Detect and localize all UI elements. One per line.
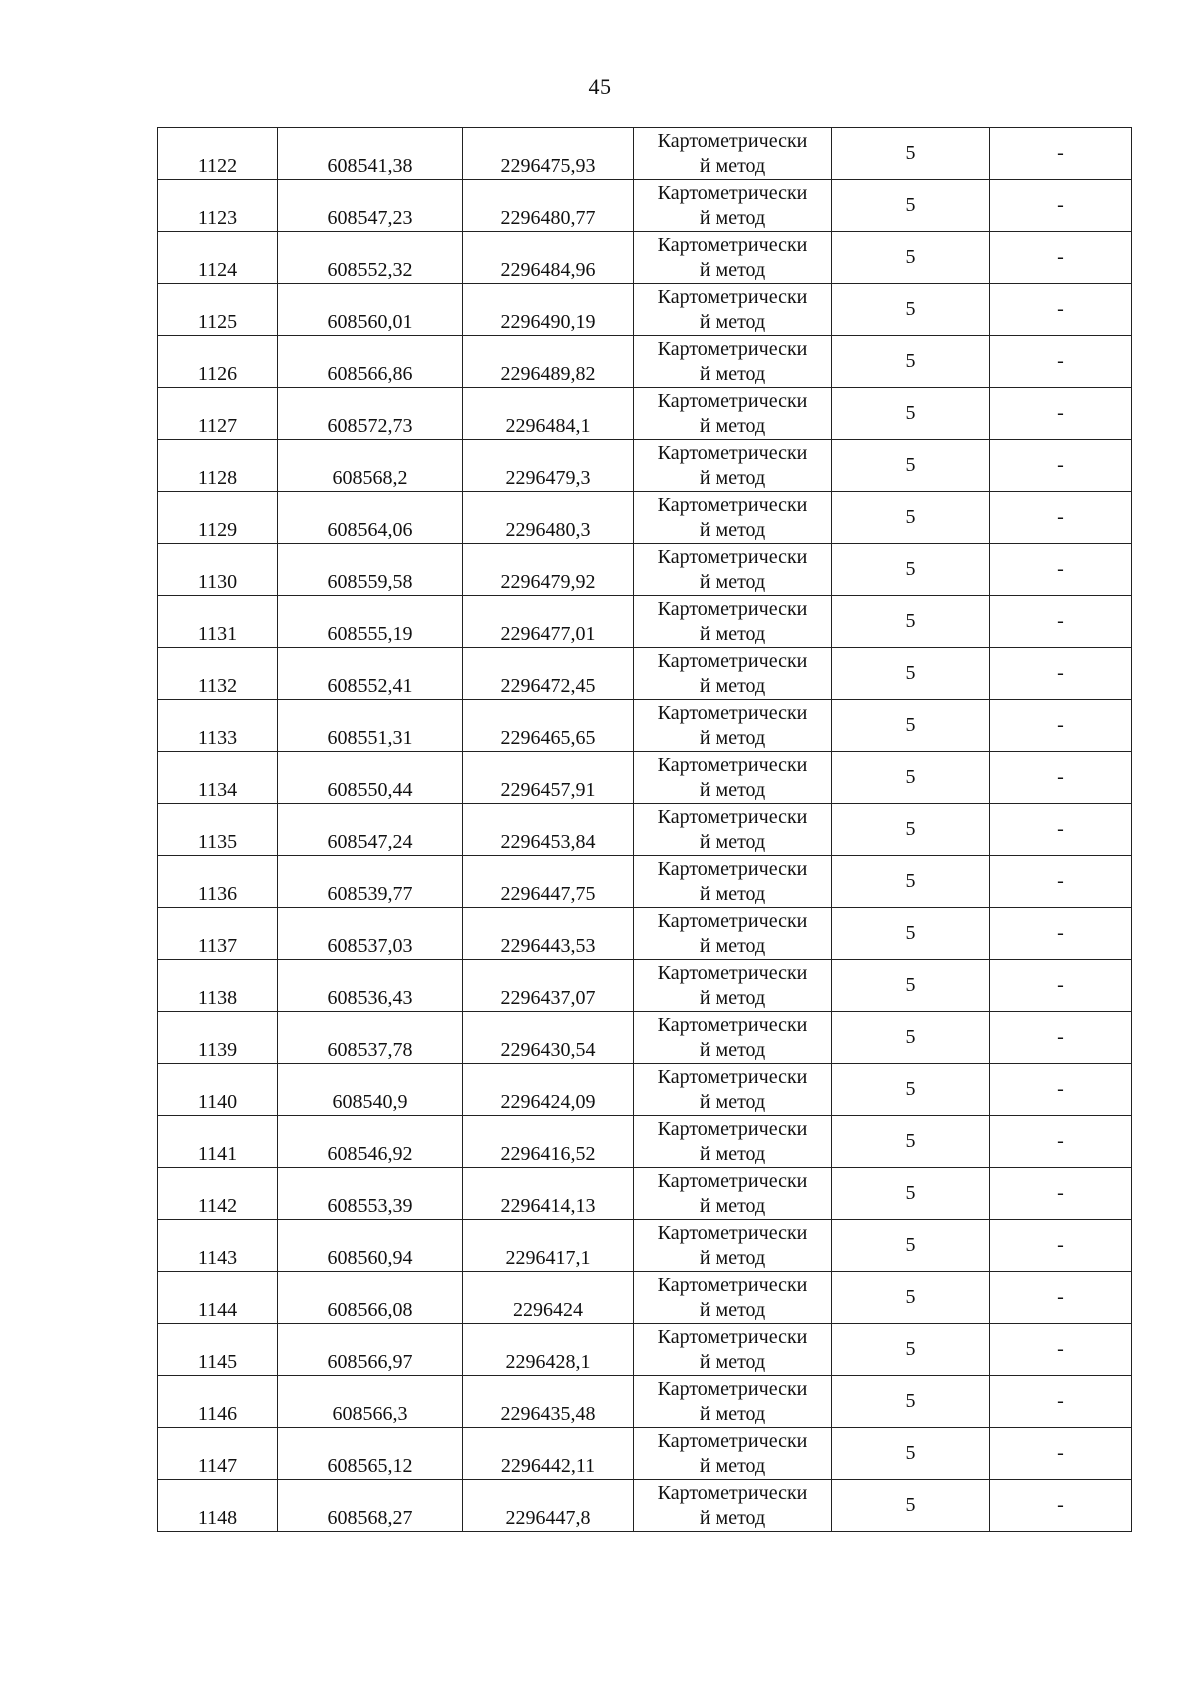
accuracy-cell: 5 bbox=[832, 1272, 990, 1324]
method-text-line-1: Картометрически bbox=[657, 441, 808, 464]
method-text-line-2: й метод bbox=[699, 726, 766, 749]
accuracy-cell: 5 bbox=[832, 284, 990, 336]
x-coordinate-cell: 608560,01 bbox=[278, 284, 463, 336]
accuracy-cell: 5 bbox=[832, 700, 990, 752]
y-coordinate-cell: 2296414,13 bbox=[463, 1168, 634, 1220]
method-text-line-1: Картометрически bbox=[657, 129, 808, 152]
x-coordinate-cell: 608540,9 bbox=[278, 1064, 463, 1116]
accuracy-cell: 5 bbox=[832, 648, 990, 700]
y-coordinate-cell: 2296477,01 bbox=[463, 596, 634, 648]
accuracy-cell: 5 bbox=[832, 336, 990, 388]
accuracy-cell: 5 bbox=[832, 388, 990, 440]
x-coordinate-cell: 608566,86 bbox=[278, 336, 463, 388]
method-text-line-2: й метод bbox=[699, 154, 766, 177]
accuracy-cell: 5 bbox=[832, 804, 990, 856]
method-text-line-2: й метод bbox=[699, 362, 766, 385]
table-row bbox=[158, 492, 1132, 544]
method-cell bbox=[634, 232, 832, 284]
x-coordinate-cell: 608566,97 bbox=[278, 1324, 463, 1376]
table-row bbox=[158, 1168, 1132, 1220]
x-coordinate-cell: 608572,73 bbox=[278, 388, 463, 440]
method-text-line-1: Картометрически bbox=[657, 285, 808, 308]
y-coordinate-cell: 2296465,65 bbox=[463, 700, 634, 752]
y-coordinate-cell: 2296424 bbox=[463, 1272, 634, 1324]
method-text-line-2: й метод bbox=[699, 414, 766, 437]
accuracy-cell: 5 bbox=[832, 1012, 990, 1064]
y-coordinate-cell: 2296490,19 bbox=[463, 284, 634, 336]
method-text-line-1: Картометрически bbox=[657, 493, 808, 516]
x-coordinate-cell: 608547,24 bbox=[278, 804, 463, 856]
method-text-line-1: Картометрически bbox=[657, 909, 808, 932]
note-cell: - bbox=[990, 1480, 1132, 1532]
accuracy-cell: 5 bbox=[832, 1480, 990, 1532]
table-row bbox=[158, 856, 1132, 908]
x-coordinate-cell: 608551,31 bbox=[278, 700, 463, 752]
point-number-cell: 1137 bbox=[158, 908, 278, 960]
note-cell: - bbox=[990, 336, 1132, 388]
accuracy-cell: 5 bbox=[832, 596, 990, 648]
table-row bbox=[158, 700, 1132, 752]
x-coordinate-cell: 608566,3 bbox=[278, 1376, 463, 1428]
point-number-cell: 1127 bbox=[158, 388, 278, 440]
method-text-line-2: й метод bbox=[699, 1298, 766, 1321]
table-row bbox=[158, 388, 1132, 440]
note-cell: - bbox=[990, 1324, 1132, 1376]
x-coordinate-cell: 608539,77 bbox=[278, 856, 463, 908]
point-number-cell: 1134 bbox=[158, 752, 278, 804]
method-cell bbox=[634, 388, 832, 440]
x-coordinate-cell: 608568,27 bbox=[278, 1480, 463, 1532]
table-row bbox=[158, 648, 1132, 700]
point-number-cell: 1139 bbox=[158, 1012, 278, 1064]
note-cell: - bbox=[990, 440, 1132, 492]
table-row bbox=[158, 908, 1132, 960]
note-cell: - bbox=[990, 388, 1132, 440]
y-coordinate-cell: 2296443,53 bbox=[463, 908, 634, 960]
method-text-line-2: й метод bbox=[699, 466, 766, 489]
method-text-line-1: Картометрически bbox=[657, 1377, 808, 1400]
point-number-cell: 1122 bbox=[158, 128, 278, 180]
y-coordinate-cell: 2296480,3 bbox=[463, 492, 634, 544]
method-text-line-1: Картометрически bbox=[657, 233, 808, 256]
method-text-line-2: й метод bbox=[699, 518, 766, 541]
y-coordinate-cell: 2296442,11 bbox=[463, 1428, 634, 1480]
method-cell bbox=[634, 1272, 832, 1324]
method-cell bbox=[634, 856, 832, 908]
table-row bbox=[158, 804, 1132, 856]
method-cell bbox=[634, 492, 832, 544]
coordinates-table-body bbox=[158, 128, 1132, 1532]
x-coordinate-cell: 608553,39 bbox=[278, 1168, 463, 1220]
method-cell bbox=[634, 336, 832, 388]
method-cell bbox=[634, 700, 832, 752]
method-text-line-2: й метод bbox=[699, 1038, 766, 1061]
point-number-cell: 1143 bbox=[158, 1220, 278, 1272]
method-text-line-1: Картометрически bbox=[657, 1013, 808, 1036]
y-coordinate-cell: 2296447,8 bbox=[463, 1480, 634, 1532]
x-coordinate-cell: 608546,92 bbox=[278, 1116, 463, 1168]
method-text-line-2: й метод bbox=[699, 1350, 766, 1373]
x-coordinate-cell: 608566,08 bbox=[278, 1272, 463, 1324]
y-coordinate-cell: 2296447,75 bbox=[463, 856, 634, 908]
method-cell bbox=[634, 804, 832, 856]
method-cell bbox=[634, 1324, 832, 1376]
y-coordinate-cell: 2296453,84 bbox=[463, 804, 634, 856]
method-text-line-2: й метод bbox=[699, 310, 766, 333]
table-row bbox=[158, 180, 1132, 232]
x-coordinate-cell: 608547,23 bbox=[278, 180, 463, 232]
table-row bbox=[158, 232, 1132, 284]
method-cell bbox=[634, 1012, 832, 1064]
x-coordinate-cell: 608555,19 bbox=[278, 596, 463, 648]
point-number-cell: 1135 bbox=[158, 804, 278, 856]
method-text-line-1: Картометрически bbox=[657, 545, 808, 568]
method-text-line-2: й метод bbox=[699, 1454, 766, 1477]
point-number-cell: 1147 bbox=[158, 1428, 278, 1480]
y-coordinate-cell: 2296424,09 bbox=[463, 1064, 634, 1116]
accuracy-cell: 5 bbox=[832, 752, 990, 804]
x-coordinate-cell: 608550,44 bbox=[278, 752, 463, 804]
accuracy-cell: 5 bbox=[832, 1168, 990, 1220]
method-text-line-2: й метод bbox=[699, 934, 766, 957]
point-number-cell: 1145 bbox=[158, 1324, 278, 1376]
point-number-cell: 1146 bbox=[158, 1376, 278, 1428]
y-coordinate-cell: 2296417,1 bbox=[463, 1220, 634, 1272]
accuracy-cell: 5 bbox=[832, 1324, 990, 1376]
method-text-line-2: й метод bbox=[699, 258, 766, 281]
x-coordinate-cell: 608552,41 bbox=[278, 648, 463, 700]
x-coordinate-cell: 608560,94 bbox=[278, 1220, 463, 1272]
point-number-cell: 1144 bbox=[158, 1272, 278, 1324]
y-coordinate-cell: 2296472,45 bbox=[463, 648, 634, 700]
note-cell: - bbox=[990, 1012, 1132, 1064]
accuracy-cell: 5 bbox=[832, 128, 990, 180]
y-coordinate-cell: 2296437,07 bbox=[463, 960, 634, 1012]
method-text-line-2: й метод bbox=[699, 674, 766, 697]
method-cell bbox=[634, 284, 832, 336]
note-cell: - bbox=[990, 596, 1132, 648]
note-cell: - bbox=[990, 700, 1132, 752]
method-text-line-1: Картометрически bbox=[657, 1481, 808, 1504]
method-text-line-2: й метод bbox=[699, 986, 766, 1009]
note-cell: - bbox=[990, 1272, 1132, 1324]
y-coordinate-cell: 2296428,1 bbox=[463, 1324, 634, 1376]
table-row bbox=[158, 1324, 1132, 1376]
y-coordinate-cell: 2296489,82 bbox=[463, 336, 634, 388]
point-number-cell: 1131 bbox=[158, 596, 278, 648]
y-coordinate-cell: 2296484,1 bbox=[463, 388, 634, 440]
note-cell: - bbox=[990, 1168, 1132, 1220]
method-text-line-2: й метод bbox=[699, 1194, 766, 1217]
method-text-line-1: Картометрически bbox=[657, 1429, 808, 1452]
method-cell bbox=[634, 648, 832, 700]
note-cell: - bbox=[990, 232, 1132, 284]
accuracy-cell: 5 bbox=[832, 1064, 990, 1116]
x-coordinate-cell: 608559,58 bbox=[278, 544, 463, 596]
table-row bbox=[158, 1480, 1132, 1532]
point-number-cell: 1138 bbox=[158, 960, 278, 1012]
note-cell: - bbox=[990, 908, 1132, 960]
note-cell: - bbox=[990, 544, 1132, 596]
table-row bbox=[158, 1428, 1132, 1480]
table-row bbox=[158, 1272, 1132, 1324]
note-cell: - bbox=[990, 1116, 1132, 1168]
method-text-line-2: й метод bbox=[699, 1506, 766, 1529]
method-text-line-2: й метод bbox=[699, 882, 766, 905]
accuracy-cell: 5 bbox=[832, 180, 990, 232]
point-number-cell: 1136 bbox=[158, 856, 278, 908]
coordinates-table bbox=[157, 127, 1132, 1532]
y-coordinate-cell: 2296479,92 bbox=[463, 544, 634, 596]
point-number-cell: 1133 bbox=[158, 700, 278, 752]
note-cell: - bbox=[990, 492, 1132, 544]
note-cell: - bbox=[990, 284, 1132, 336]
method-text-line-1: Картометрически bbox=[657, 1169, 808, 1192]
note-cell: - bbox=[990, 960, 1132, 1012]
method-text-line-1: Картометрически bbox=[657, 961, 808, 984]
method-text-line-1: Картометрически bbox=[657, 649, 808, 672]
table-row bbox=[158, 284, 1132, 336]
note-cell: - bbox=[990, 1428, 1132, 1480]
note-cell: - bbox=[990, 180, 1132, 232]
method-text-line-1: Картометрически bbox=[657, 1117, 808, 1140]
table-row bbox=[158, 1064, 1132, 1116]
point-number-cell: 1140 bbox=[158, 1064, 278, 1116]
accuracy-cell: 5 bbox=[832, 908, 990, 960]
page-number: 45 bbox=[588, 74, 612, 99]
point-number-cell: 1130 bbox=[158, 544, 278, 596]
method-text-line-2: й метод bbox=[699, 622, 766, 645]
x-coordinate-cell: 608565,12 bbox=[278, 1428, 463, 1480]
method-text-line-1: Картометрически bbox=[657, 1221, 808, 1244]
point-number-cell: 1132 bbox=[158, 648, 278, 700]
x-coordinate-cell: 608541,38 bbox=[278, 128, 463, 180]
method-cell bbox=[634, 1480, 832, 1532]
table-row bbox=[158, 1376, 1132, 1428]
method-cell bbox=[634, 440, 832, 492]
x-coordinate-cell: 608537,78 bbox=[278, 1012, 463, 1064]
method-cell bbox=[634, 1116, 832, 1168]
method-cell bbox=[634, 128, 832, 180]
accuracy-cell: 5 bbox=[832, 1376, 990, 1428]
method-cell bbox=[634, 960, 832, 1012]
accuracy-cell: 5 bbox=[832, 440, 990, 492]
note-cell: - bbox=[990, 1376, 1132, 1428]
table-row bbox=[158, 544, 1132, 596]
table-row bbox=[158, 1220, 1132, 1272]
method-cell bbox=[634, 1428, 832, 1480]
y-coordinate-cell: 2296480,77 bbox=[463, 180, 634, 232]
x-coordinate-cell: 608552,32 bbox=[278, 232, 463, 284]
method-text-line-1: Картометрически bbox=[657, 337, 808, 360]
y-coordinate-cell: 2296457,91 bbox=[463, 752, 634, 804]
table-row bbox=[158, 128, 1132, 180]
y-coordinate-cell: 2296430,54 bbox=[463, 1012, 634, 1064]
table-row bbox=[158, 596, 1132, 648]
method-cell bbox=[634, 1376, 832, 1428]
x-coordinate-cell: 608564,06 bbox=[278, 492, 463, 544]
y-coordinate-cell: 2296475,93 bbox=[463, 128, 634, 180]
method-text-line-2: й метод bbox=[699, 1142, 766, 1165]
accuracy-cell: 5 bbox=[832, 856, 990, 908]
method-text-line-1: Картометрически bbox=[657, 805, 808, 828]
method-text-line-2: й метод bbox=[699, 1090, 766, 1113]
method-cell bbox=[634, 544, 832, 596]
method-text-line-1: Картометрически bbox=[657, 753, 808, 776]
method-text-line-2: й метод bbox=[699, 1402, 766, 1425]
method-text-line-1: Картометрически bbox=[657, 1273, 808, 1296]
y-coordinate-cell: 2296416,52 bbox=[463, 1116, 634, 1168]
method-cell bbox=[634, 1220, 832, 1272]
point-number-cell: 1148 bbox=[158, 1480, 278, 1532]
method-cell bbox=[634, 596, 832, 648]
method-text-line-2: й метод bbox=[699, 1246, 766, 1269]
method-text-line-2: й метод bbox=[699, 570, 766, 593]
table-row bbox=[158, 1012, 1132, 1064]
note-cell: - bbox=[990, 856, 1132, 908]
method-cell bbox=[634, 752, 832, 804]
x-coordinate-cell: 608536,43 bbox=[278, 960, 463, 1012]
point-number-cell: 1126 bbox=[158, 336, 278, 388]
point-number-cell: 1128 bbox=[158, 440, 278, 492]
method-text-line-2: й метод bbox=[699, 830, 766, 853]
y-coordinate-cell: 2296479,3 bbox=[463, 440, 634, 492]
point-number-cell: 1142 bbox=[158, 1168, 278, 1220]
note-cell: - bbox=[990, 752, 1132, 804]
table-row bbox=[158, 440, 1132, 492]
note-cell: - bbox=[990, 128, 1132, 180]
x-coordinate-cell: 608568,2 bbox=[278, 440, 463, 492]
y-coordinate-cell: 2296435,48 bbox=[463, 1376, 634, 1428]
method-text-line-1: Картометрически bbox=[657, 181, 808, 204]
note-cell: - bbox=[990, 804, 1132, 856]
method-text-line-1: Картометрически bbox=[657, 701, 808, 724]
table-row bbox=[158, 752, 1132, 804]
point-number-cell: 1141 bbox=[158, 1116, 278, 1168]
method-text-line-1: Картометрически bbox=[657, 1065, 808, 1088]
accuracy-cell: 5 bbox=[832, 960, 990, 1012]
method-text-line-1: Картометрически bbox=[657, 389, 808, 412]
y-coordinate-cell: 2296484,96 bbox=[463, 232, 634, 284]
accuracy-cell: 5 bbox=[832, 1428, 990, 1480]
point-number-cell: 1123 bbox=[158, 180, 278, 232]
method-text-line-1: Картометрически bbox=[657, 857, 808, 880]
accuracy-cell: 5 bbox=[832, 1220, 990, 1272]
note-cell: - bbox=[990, 1220, 1132, 1272]
method-cell bbox=[634, 180, 832, 232]
table-row bbox=[158, 1116, 1132, 1168]
accuracy-cell: 5 bbox=[832, 544, 990, 596]
method-text-line-1: Картометрически bbox=[657, 597, 808, 620]
method-cell bbox=[634, 908, 832, 960]
method-text-line-2: й метод bbox=[699, 778, 766, 801]
point-number-cell: 1129 bbox=[158, 492, 278, 544]
note-cell: - bbox=[990, 648, 1132, 700]
accuracy-cell: 5 bbox=[832, 492, 990, 544]
method-cell bbox=[634, 1168, 832, 1220]
x-coordinate-cell: 608537,03 bbox=[278, 908, 463, 960]
method-text-line-2: й метод bbox=[699, 206, 766, 229]
point-number-cell: 1124 bbox=[158, 232, 278, 284]
table-row bbox=[158, 960, 1132, 1012]
point-number-cell: 1125 bbox=[158, 284, 278, 336]
note-cell: - bbox=[990, 1064, 1132, 1116]
method-cell bbox=[634, 1064, 832, 1116]
method-text-line-1: Картометрически bbox=[657, 1325, 808, 1348]
accuracy-cell: 5 bbox=[832, 1116, 990, 1168]
accuracy-cell: 5 bbox=[832, 232, 990, 284]
table-row bbox=[158, 336, 1132, 388]
